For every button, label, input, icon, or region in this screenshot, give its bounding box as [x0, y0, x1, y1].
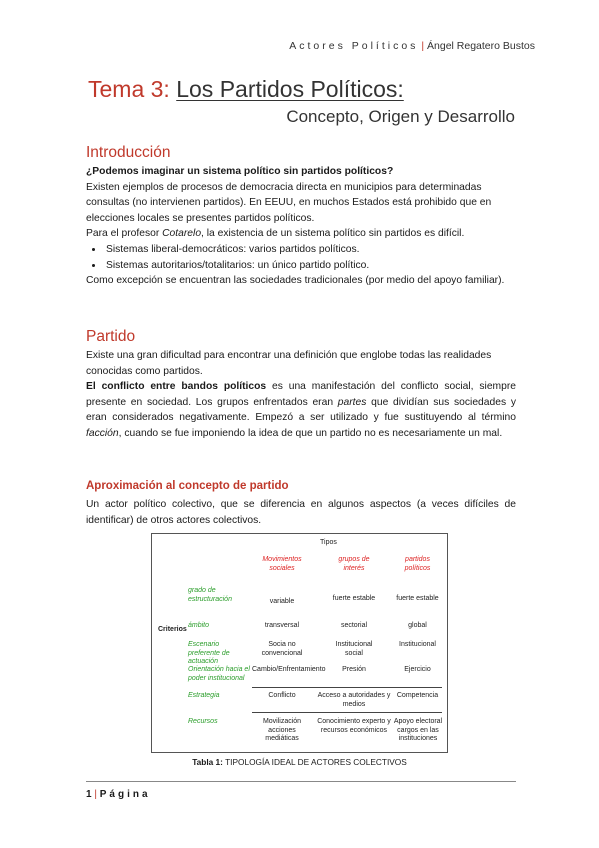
footer-divider [86, 781, 516, 782]
page-title [88, 76, 404, 103]
row-criterion: ámbito [188, 622, 210, 629]
intro-paragraph-1: Existen ejemplos de procesos de democracia directa en municipios para determinadas consultas (no intervienen partidos). En EEUU, en muchos Estados está prohibido que en elecciones locales se presentes partidos políticos. [86, 181, 492, 224]
aprox-paragraph: Un actor político colectivo, que se diferencia en algunos aspectos (a veces difíciles de identificar) de otros actores colectivos. [86, 499, 516, 526]
table-cell: Conocimiento experto y recursos económicos [317, 718, 391, 734]
partido-section [86, 348, 516, 442]
table-cell: Cambio/Enfrentamiento [252, 666, 326, 673]
list-item: • Sistemas liberal-democráticos: varios partidos políticos. [104, 242, 516, 258]
table-cell: Acceso a autoridades y medios [317, 692, 391, 708]
row-criterion: Orientación hacia el poder institucional [188, 666, 250, 682]
table-cell: Conflicto [268, 692, 296, 699]
page-header [0, 40, 535, 52]
header-separator: | [421, 40, 425, 52]
table-cell: variable [269, 598, 295, 605]
caption-text: TIPOLOGÍA IDEAL DE ACTORES COLECTIVOS [222, 757, 407, 767]
header-author: Ángel Regatero Bustos [427, 40, 535, 52]
col-header: partidos políticos [404, 556, 431, 572]
row-criterion: Estrategia [188, 692, 220, 699]
title-main: Los Partidos Políticos: [176, 76, 404, 102]
table-cell: fuerte estable [332, 595, 376, 602]
col-header: Movimientos sociales [262, 556, 302, 572]
row-criterion: grado de estructuración [188, 587, 232, 603]
table-cell: Ejercicio [404, 666, 431, 673]
table-cell: global [408, 622, 427, 629]
footer-page-word: Página [99, 789, 151, 800]
table-cell: Apoyo electoral cargos en las instituciones [393, 718, 443, 742]
page-footer [86, 789, 151, 800]
heading-introduccion: Introducción [86, 144, 171, 161]
partido-paragraph-1: Existe una gran dificultad para encontrar una definición que englobe todas las realidades conocidas como partidos. [86, 350, 492, 377]
table-caption [0, 757, 599, 767]
table-cell: Competencia [396, 692, 439, 699]
intro-question: ¿Podemos imaginar un sistema político sin partidos políticos? [86, 166, 394, 177]
header-series: Actores Políticos [289, 40, 419, 52]
actors-typology-table [151, 533, 448, 753]
table-divider [252, 687, 442, 688]
table-cell: Socia no convencional [261, 641, 303, 657]
row-criterion: Escenario preferente de actuación [188, 641, 230, 665]
heading-partido: Partido [86, 328, 136, 345]
caption-label: Tabla 1: [192, 757, 223, 767]
intro-paragraph-2: Para el profesor Cotarelo, la existencia de un sistema político sin partidos es difícil. [86, 228, 465, 240]
table-cell: transversal [264, 622, 300, 629]
intro-section [86, 164, 516, 289]
intro-bullet-list [86, 242, 516, 273]
table-cell: Institucional [399, 641, 436, 648]
page-subtitle: Concepto, Origen y Desarrollo [286, 107, 515, 126]
table-cell: Presión [342, 666, 366, 673]
table-cell: Movilización acciones mediáticas [262, 718, 302, 742]
table-divider [252, 712, 442, 713]
intro-paragraph-3: Como excepción se encuentran las sociedades tradicionales (por medio del apoyo familiar). [86, 275, 505, 287]
heading-aproximacion: Aproximación al concepto de partido [86, 480, 289, 492]
title-tema: Tema 3: [88, 76, 170, 102]
partido-paragraph-2: El conflicto entre bandos políticos es una manifestación del conflicto social, siempre presente en sociedad. Los grupos enfrentados eran partes que dividían sus sociedades y eran considerados negativamente. Empezó a ser utilizado y fue sustituyendo al término facción, cuando se fue imponiendo la idea de que un partido no es necesariamente un mal. [86, 381, 517, 439]
row-criterion: Recursos [188, 718, 218, 725]
table-cell: sectorial [340, 622, 368, 629]
table-cell: fuerte estable [396, 595, 439, 602]
page-number: 1 [86, 789, 92, 800]
footer-separator: | [94, 789, 97, 800]
table-cell: Institucional social [335, 641, 373, 657]
col-header: grupos de interés [338, 556, 370, 572]
table-criterios: Criterios [158, 626, 187, 633]
table-tipos: Tipos [320, 539, 337, 546]
list-item: • Sistemas autoritarios/totalitarios: un único partido político. [104, 258, 516, 274]
author-cotarelo: Cotarelo [162, 228, 202, 240]
